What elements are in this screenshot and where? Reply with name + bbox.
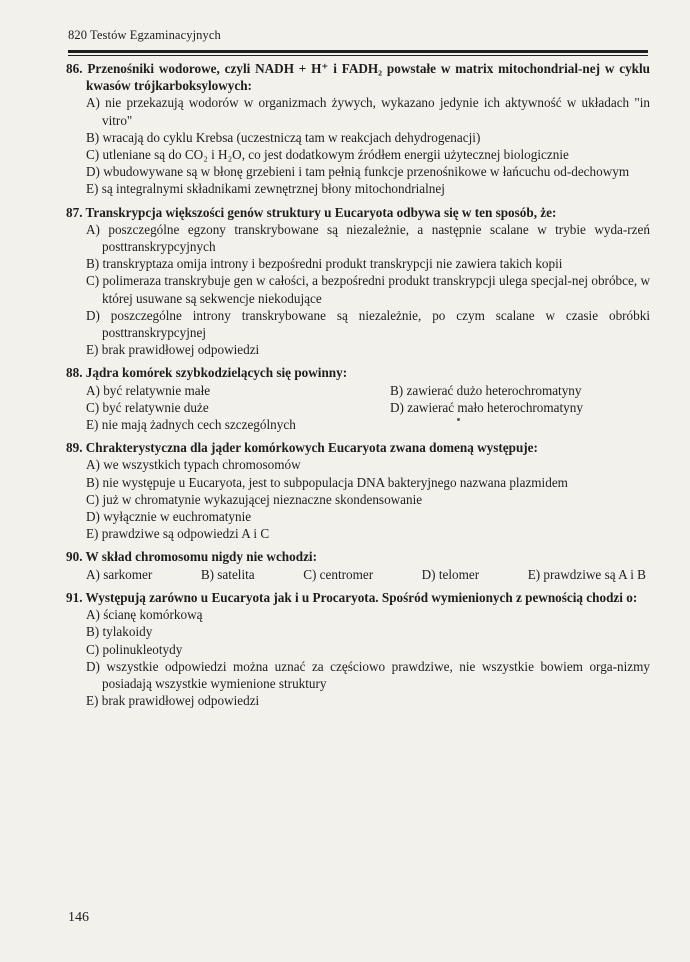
- option-c: C) polimeraza transkrybuje gen w całości, a bezpośredni produkt transkrypcji ulega specjal-nej obróbce, w której usuwane są sekwencje niekodujące: [86, 273, 650, 306]
- header-rule-thin: [68, 55, 648, 56]
- question-title: 86. Przenośniki wodorowe, czyli NADH + H⁺ i FADH₂ powstałe w matrix mitochondrial-nej w cyklu kwasów trójkarboksylowych:: [66, 61, 650, 94]
- header-rule-thick: [68, 50, 648, 53]
- option-e: E) są integralnymi składnikami zewnętrznej błony mitochondrialnej: [86, 181, 445, 197]
- running-header: 820 Testów Egzaminacyjnych: [68, 28, 221, 42]
- option-d: D) wbudowywane są w błonę grzebieni i tam pełnią funkcje przenośnikowe w łańcuchu od-dechowym: [86, 164, 630, 180]
- question-title: 87. Transkrypcja większości genów struktury u Eucaryota odbywa się w ten sposób, że:: [66, 204, 557, 220]
- option-a: A) być relatywnie małe: [86, 382, 211, 398]
- question-87: [66, 204, 650, 359]
- option-e: E) brak prawidłowej odpowiedzi: [86, 693, 260, 709]
- option-d: D) poszczególne introny transkrybowane są niezależnie, po czym scalane w czasie obróbki posttranskrypcyjnej: [86, 307, 650, 341]
- option-a: A) sarkomer: [86, 566, 153, 582]
- option-b: B) wracają do cyklu Krebsa (uczestniczą tam w reakcjach dehydrogenacji): [86, 129, 481, 145]
- option-c: C) być relatywnie duże: [86, 399, 209, 415]
- question-88: [66, 364, 650, 433]
- option-b: B) transkryptaza omija introny i bezpośredni produkt transkrypcji nie zawiera takich kopii: [86, 256, 563, 272]
- option-e: E) prawdziwe są A i B: [527, 566, 646, 582]
- option-e: E) nie mają żadnych cech szczególnych: [86, 417, 296, 433]
- question-title: 91. Występują zarówno u Eucaryota jak i u Procaryota. Spośród wymienionych z pewnością chodzi o:: [66, 589, 638, 605]
- option-b: B) tylakoidy: [86, 624, 153, 640]
- question-90: [66, 548, 650, 582]
- option-b: B) satelita: [200, 566, 255, 582]
- option-d: D) wszystkie odpowiedzi można uznać za częściowo prawdziwe, nie wszystkie bowiem orga-nizmy posiadają wszystkie wymienione struktury: [86, 658, 650, 691]
- option-d: D) wyłącznie w euchromatynie: [86, 509, 252, 525]
- option-d: D) telomer: [421, 566, 480, 582]
- option-b: B) nie występuje u Eucaryota, jest to subpopulacja DNA bakteryjnego nazwana plazmidem: [86, 474, 568, 490]
- question-89: [66, 439, 650, 542]
- option-c: C) już w chromatynie wykazującej nieznaczne skondensowanie: [86, 491, 423, 507]
- question-title: 88. Jądra komórek szybkodzielących się powinny:: [66, 365, 348, 381]
- option-d: D) zawierać mało heterochromatyny: [390, 399, 583, 415]
- print-speck: [457, 418, 460, 421]
- question-91: [66, 589, 650, 709]
- option-e: E) prawdziwe są odpowiedzi A i C: [86, 526, 270, 542]
- question-title: 89. Chrakterystyczna dla jąder komórkowych Eucaryota zwana domeną występuje:: [66, 440, 538, 456]
- option-a: A) ścianę komórkową: [86, 607, 203, 623]
- option-a: A) nie przekazują wodorów w organizmach żywych, wykazano jedynie ich aktywność w układach "in vitro": [86, 95, 650, 128]
- option-c: C) polinukleotydy: [86, 641, 183, 657]
- option-c: C) centromer: [303, 566, 374, 582]
- option-a: A) we wszystkich typach chromosomów: [86, 457, 301, 473]
- option-e: E) brak prawidłowej odpowiedzi: [86, 342, 260, 358]
- page-number: 146: [68, 910, 89, 925]
- option-a: A) poszczególne egzony transkrybowane są niezależnie, a następnie scalane w trybie wyda-rzeń posttranskrypcyjnych: [86, 221, 650, 255]
- question-86: [66, 60, 650, 198]
- option-b: B) zawierać dużo heterochromatyny: [390, 382, 582, 398]
- question-title: 90. W skład chromosomu nigdy nie wchodzi:: [66, 549, 317, 565]
- option-c: C) utleniane są do CO₂ i H₂O, co jest dodatkowym źródłem energii użytecznej biologicznie: [86, 147, 569, 163]
- questions-list: [66, 60, 650, 709]
